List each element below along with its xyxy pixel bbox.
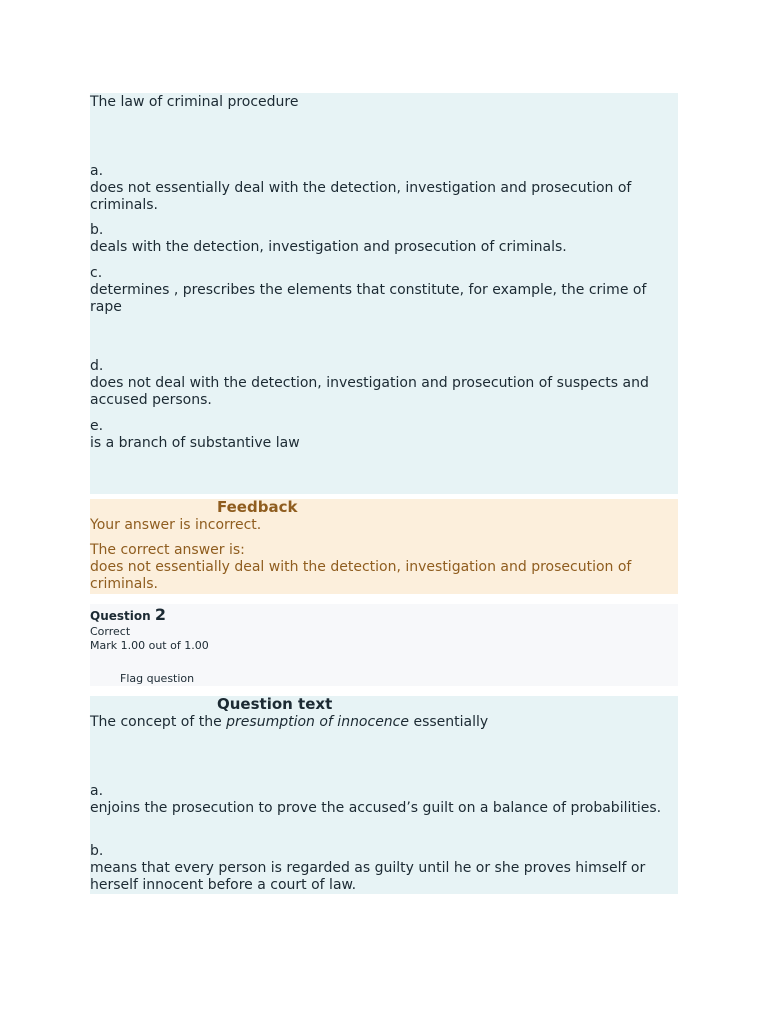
question-2-option-b[interactable] xyxy=(90,843,676,894)
stem-before: The concept of the xyxy=(90,714,227,730)
question-2-panel xyxy=(90,696,678,894)
option-text: determines , prescribes the elements that constitute, for example, the crime of rape xyxy=(90,282,647,315)
question-number-value: 2 xyxy=(154,605,166,624)
option-text: enjoins the prosecution to prove the accused’s guilt on a balance of probabilities. xyxy=(90,800,662,816)
option-letter: a. xyxy=(90,163,104,179)
question-1-option-e[interactable] xyxy=(90,418,676,452)
question-1-option-c[interactable] xyxy=(90,265,676,316)
feedback-heading: Feedback xyxy=(217,498,298,516)
option-letter: c. xyxy=(90,265,103,281)
question-1-option-d[interactable] xyxy=(90,358,676,409)
feedback-correct-answer: does not essentially deal with the detection, investigation and prosecution of criminals. xyxy=(90,559,632,592)
stem-after: essentially xyxy=(409,714,489,730)
question-text-heading: Question text xyxy=(217,695,333,713)
option-letter: a. xyxy=(90,783,104,799)
feedback-panel xyxy=(90,499,678,594)
option-letter: d. xyxy=(90,358,104,374)
option-text: does not deal with the detection, investigation and prosecution of suspects and accused persons. xyxy=(90,375,649,408)
question-number xyxy=(90,606,166,625)
feedback-correct-label: The correct answer is: xyxy=(90,542,245,558)
option-text: deals with the detection, investigation and prosecution of criminals. xyxy=(90,239,567,255)
question-mark: Mark 1.00 out of 1.00 xyxy=(90,639,209,652)
option-letter: b. xyxy=(90,222,104,238)
question-1-option-a[interactable] xyxy=(90,163,676,214)
stem-italic: presumption of innocence xyxy=(226,714,409,730)
question-2-info xyxy=(90,604,678,686)
question-2-stem xyxy=(90,714,488,730)
option-letter: e. xyxy=(90,418,104,434)
option-text: means that every person is regarded as guilty until he or she proves himself or herself innocent before a court of law. xyxy=(90,860,646,893)
option-text: does not essentially deal with the detection, investigation and prosecution of criminals. xyxy=(90,180,632,213)
question-2-option-a[interactable] xyxy=(90,783,676,817)
question-label: Question xyxy=(90,609,151,623)
question-1-option-b[interactable] xyxy=(90,222,676,256)
option-letter: b. xyxy=(90,843,104,859)
feedback-result: Your answer is incorrect. xyxy=(90,517,262,533)
question-1-stem: The law of criminal procedure xyxy=(90,94,299,110)
flag-question-link[interactable]: Flag question xyxy=(120,672,195,685)
question-1-panel xyxy=(90,93,678,494)
option-text: is a branch of substantive law xyxy=(90,435,300,451)
question-state: Correct xyxy=(90,625,131,638)
